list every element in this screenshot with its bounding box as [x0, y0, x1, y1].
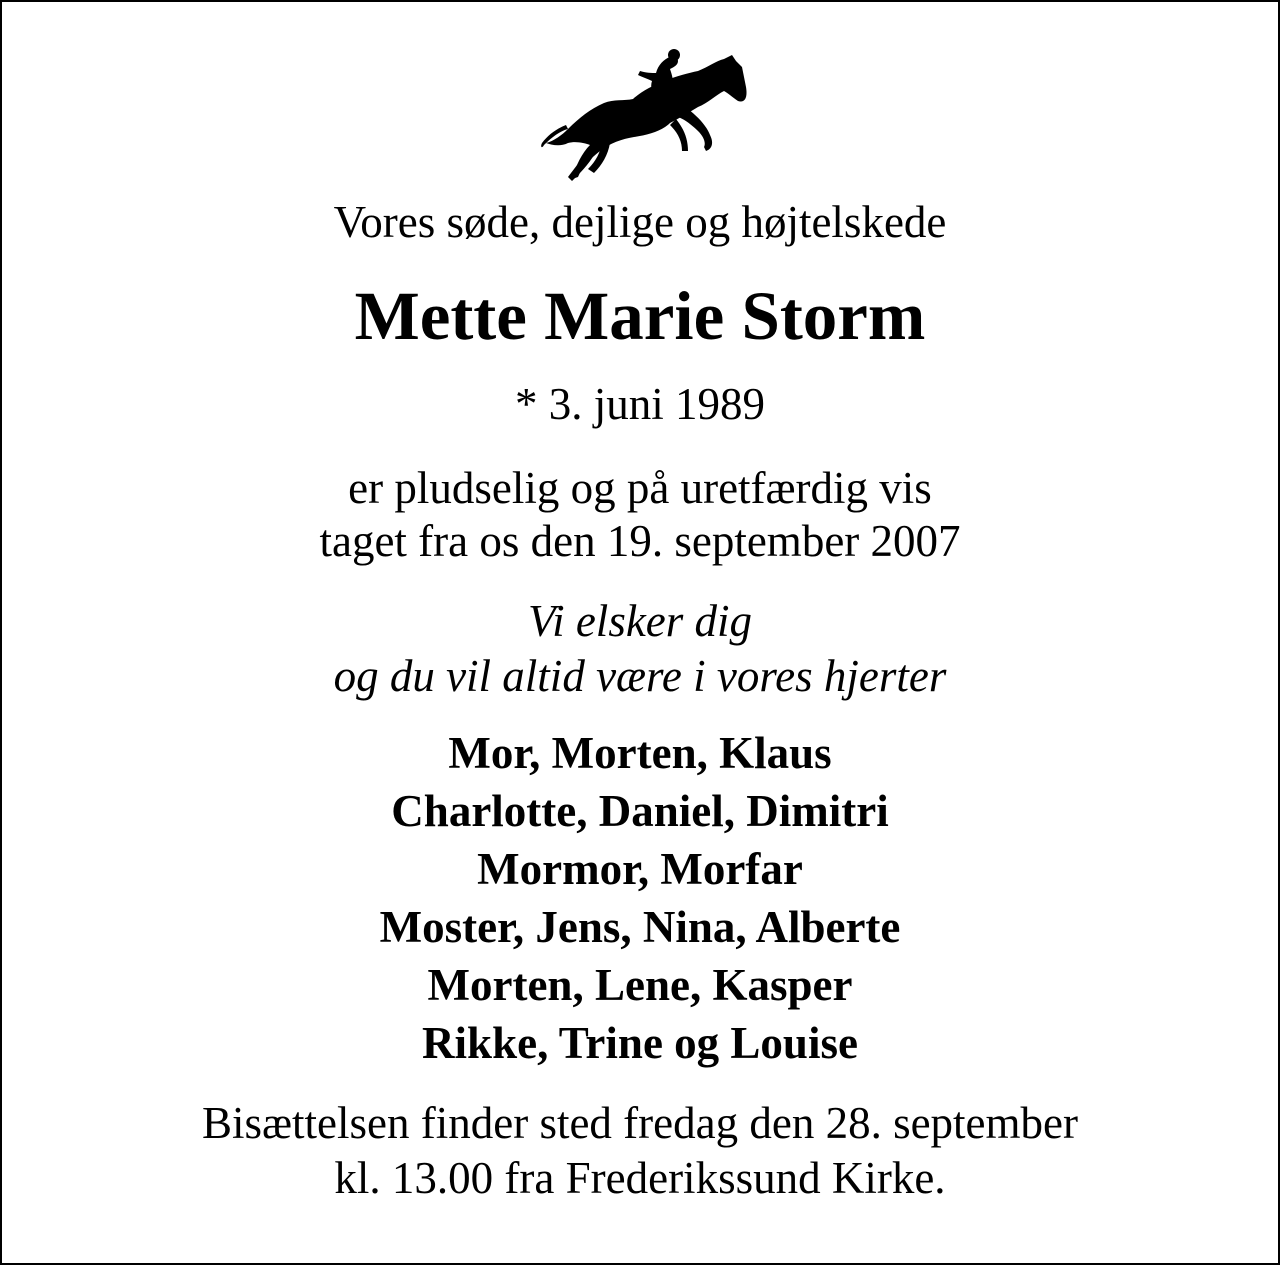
verse-line: og du vil altid være i vores hjerter — [333, 651, 947, 701]
birth-date: * 3. juni 1989 — [514, 379, 765, 429]
horse-jumping-with-rider-icon — [538, 47, 750, 187]
funeral-info-line: kl. 13.00 fra Frederikssund Kirke. — [334, 1153, 946, 1203]
verse-line: Vi elsker dig — [527, 596, 753, 646]
intro-text: Vores søde, dejlige og højtelskede — [333, 197, 947, 247]
family-line: Rikke, Trine og Louise — [422, 1018, 858, 1068]
death-text-line: er pludselig og på uretfærdig vis — [348, 463, 932, 513]
deceased-name: Mette Marie Storm — [354, 278, 926, 354]
family-line: Morten, Lene, Kasper — [427, 960, 853, 1010]
family-line: Charlotte, Daniel, Dimitri — [391, 786, 889, 836]
death-text-line: taget fra os den 19. september 2007 — [319, 516, 961, 566]
funeral-info-line: Bisættelsen finder sted fredag den 28. september — [201, 1098, 1078, 1148]
family-line: Mor, Morten, Klaus — [448, 728, 832, 778]
family-line: Moster, Jens, Nina, Alberte — [379, 902, 901, 952]
family-line: Mormor, Morfar — [477, 844, 803, 894]
